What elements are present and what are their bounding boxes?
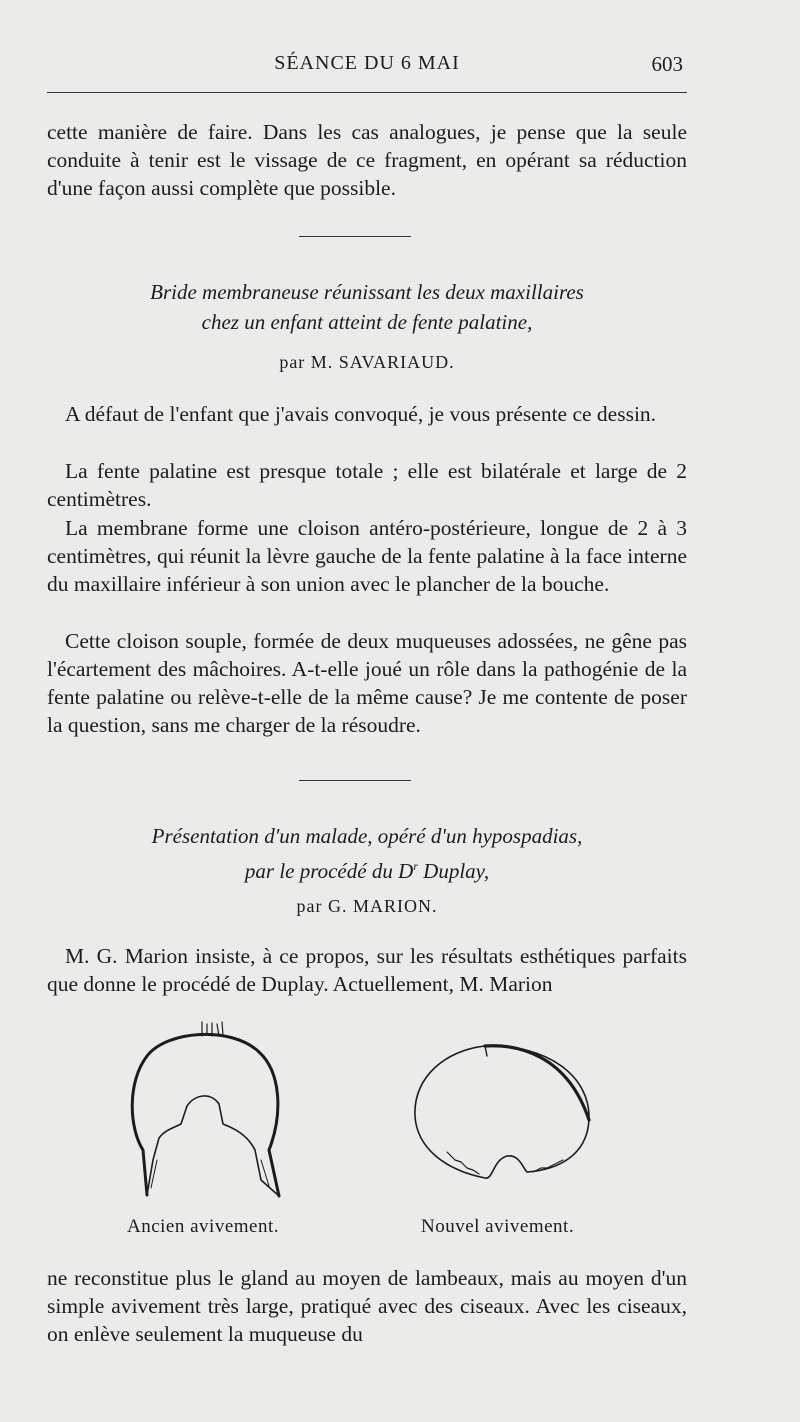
paragraph: A défaut de l'enfant que j'avais convoqué, je vous présente ce dessin. xyxy=(65,402,657,426)
section-author: par M. SAVARIAUD. xyxy=(279,352,455,372)
paragraph: Cette cloison souple, formée de deux muqueuses adossées, ne gêne pas l'écartement des mâchoires. A-t-elle joué un rôle dans la pathogénie de la fente palatine ou relève-t-elle de la même cause? Je me contente de poser la question, sans me charger de la résoudre. xyxy=(47,629,687,737)
paragraph: La membrane forme une cloison antéro-postérieure, longue de 2 à 3 centimètres, qui réunit la lèvre gauche de la fente palatine à la face interne du maxillaire inférieur à son union avec le plancher de la bouche. xyxy=(47,516,687,596)
section-separator xyxy=(299,780,411,781)
figure-avivement xyxy=(47,1010,687,1240)
section-title-line: Bride membraneuse réunissant les deux maxillaires xyxy=(150,280,584,304)
running-head-title: SÉANCE DU 6 MAI xyxy=(274,52,460,74)
caption-right: Nouvel avivement. xyxy=(421,1216,575,1237)
running-head xyxy=(47,52,687,82)
section-separator xyxy=(299,236,411,237)
section-title-line: chez un enfant atteint de fente palatine, xyxy=(201,310,533,334)
paragraph: M. G. Marion insiste, à ce propos, sur les résultats esthétiques parfaits que donne le procédé de Duplay. Actuellement, M. Marion xyxy=(47,944,687,996)
old-avivement-drawing xyxy=(132,1022,279,1196)
caption-left: Ancien avivement. xyxy=(127,1216,280,1237)
paragraph: La fente palatine est presque totale ; elle est bilatérale et large de 2 centimètres. xyxy=(47,459,687,511)
section-author: par G. MARION. xyxy=(296,896,438,916)
figure-drawings xyxy=(47,1010,687,1210)
new-avivement-drawing xyxy=(415,1046,589,1178)
section-title-line: Présentation d'un malade, opéré d'un hypospadias, xyxy=(151,824,583,848)
paragraph-continuation: ne reconstitue plus le gland au moyen de lambeaux, mais au moyen d'un simple avivement très large, pratiqué avec des ciseaux. Avec les ciseaux, on enlève seulement la muqueuse du xyxy=(47,1266,687,1346)
paragraph-continuation: cette manière de faire. Dans les cas analogues, je pense que la seule conduite à tenir est le vissage de ce fragment, en opérant sa réduction d'une façon aussi complète que possible. xyxy=(47,120,687,200)
section-title-line: par le procédé du $D^r$ Duplay, xyxy=(244,859,490,883)
page-number: 603 xyxy=(651,52,683,76)
header-rule xyxy=(47,92,687,93)
